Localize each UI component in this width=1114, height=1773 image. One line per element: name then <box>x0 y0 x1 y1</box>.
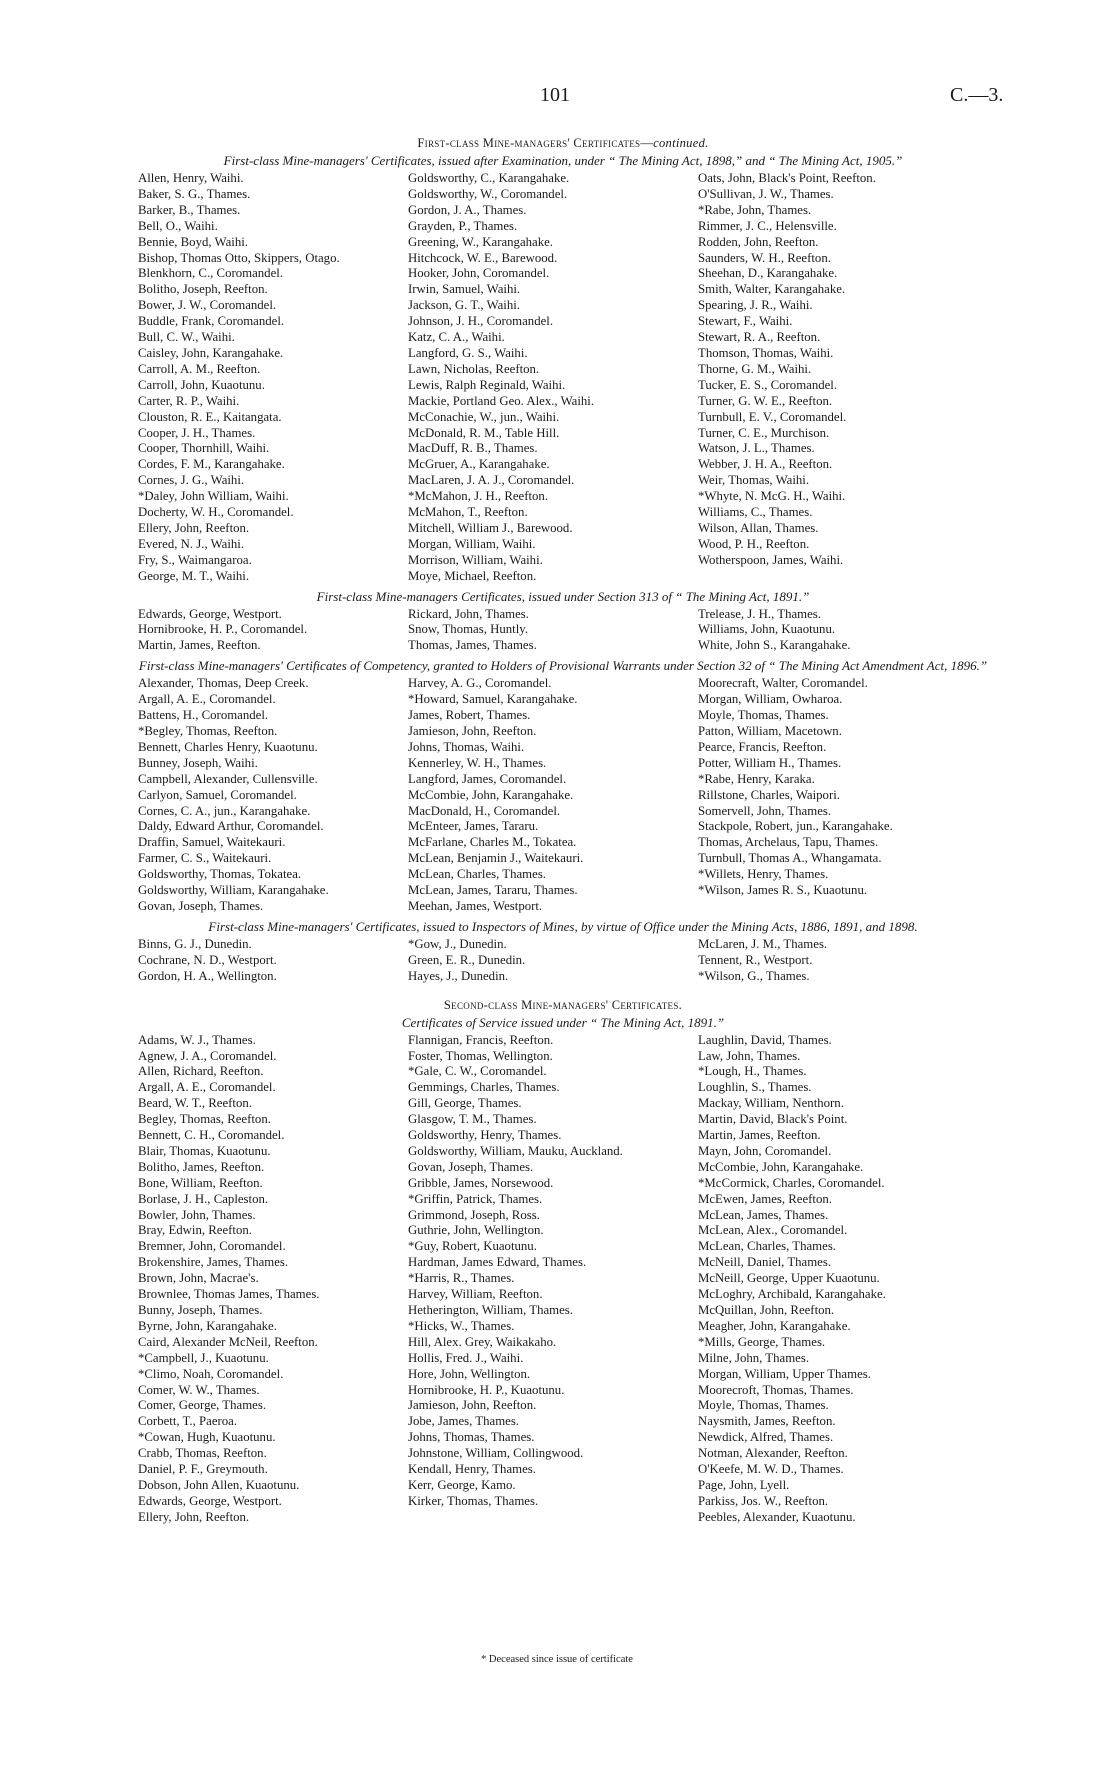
list-item: *Hicks, W., Thames. <box>408 1318 515 1333</box>
list-item: McLoghry, Archibald, Karangahake. <box>698 1287 886 1302</box>
list-item: White, John S., Karangahake. <box>698 638 851 653</box>
list-item: Argall, A. E., Coromandel. <box>138 1080 276 1095</box>
list-item: O'Sullivan, J. W., Thames. <box>698 186 834 201</box>
list-item: Bone, William, Reefton. <box>138 1175 263 1190</box>
list-item: McDonald, R. M., Table Hill. <box>408 425 560 440</box>
list-item: Bennett, C. H., Coromandel. <box>138 1128 285 1143</box>
list-item: *McMahon, J. H., Reefton. <box>408 489 549 504</box>
list-item: Alexander, Thomas, Deep Creek. <box>138 676 309 691</box>
list-item: Moorecraft, Walter, Coromandel. <box>698 676 868 691</box>
list-item: Hornibrooke, H. P., Kuaotunu. <box>408 1382 565 1397</box>
footnote: * Deceased since issue of certificate <box>481 1654 633 1665</box>
page-number: 101 <box>540 84 570 106</box>
list-item: Flannigan, Francis, Reefton. <box>408 1032 554 1047</box>
list-item: *Wilson, James R. S., Kuaotunu. <box>698 883 868 898</box>
list-item: Meagher, John, Karangahake. <box>698 1318 851 1333</box>
list-item: Langford, G. S., Waihi. <box>408 345 528 360</box>
section-title: First-class Mine-managers' Certificates—continued. <box>417 136 709 150</box>
list-item: Bell, O., Waihi. <box>138 218 218 233</box>
name-column <box>408 676 698 915</box>
list-item: Morgan, William, Upper Thames. <box>698 1366 871 1381</box>
list-item: Rodden, John, Reefton. <box>698 234 819 249</box>
list-item: Bunny, Joseph, Thames. <box>138 1303 263 1317</box>
list-item: McCombie, John, Karangahake. <box>698 1159 864 1174</box>
list-item: Lawn, Nicholas, Reefton. <box>408 361 540 376</box>
document-body <box>138 135 988 1530</box>
list-item: Peebles, Alexander, Kuaotunu. <box>698 1509 856 1524</box>
document-reference: C.—3. <box>950 84 1004 106</box>
list-item: Hitchcock, W. E., Barewood. <box>408 250 558 265</box>
list-item: Bolitho, James, Reefton. <box>138 1159 265 1174</box>
list-item: Hardman, James Edward, Thames. <box>408 1255 587 1270</box>
list-item: McGruer, A., Karangahake. <box>408 457 550 472</box>
name-list <box>138 676 988 915</box>
list-item: Campbell, Alexander, Cullensville. <box>138 771 318 786</box>
list-item: Cordes, F. M., Karangahake. <box>138 457 285 472</box>
list-item: Allen, Henry, Waihi. <box>138 171 244 185</box>
list-item: Pearce, Francis, Reefton. <box>698 739 827 754</box>
list-item: Somervell, John, Thames. <box>698 803 832 818</box>
list-item: Moyle, Thomas, Thames. <box>698 708 829 723</box>
name-list <box>138 171 988 585</box>
list-item: Hetherington, William, Thames. <box>408 1303 573 1317</box>
list-item: Carlyon, Samuel, Coromandel. <box>138 787 297 802</box>
list-item: Bremner, John, Coromandel. <box>138 1239 286 1254</box>
list-item: James, Robert, Thames. <box>408 708 531 723</box>
list-item: Kennerley, W. H., Thames. <box>408 755 547 770</box>
list-item: Tennent, R., Westport. <box>698 952 813 967</box>
list-item: Blair, Thomas, Kuaotunu. <box>138 1143 271 1158</box>
list-item: Ellery, John, Reefton. <box>138 520 250 535</box>
list-item: Adams, W. J., Thames. <box>138 1032 256 1047</box>
list-item: Caisley, John, Karangahake. <box>138 345 284 360</box>
list-item: Johns, Thomas, Thames. <box>408 1430 535 1445</box>
list-item: Hollis, Fred. J., Waihi. <box>408 1350 524 1365</box>
list-item: Green, E. R., Dunedin. <box>408 952 526 967</box>
list-item: Bishop, Thomas Otto, Skippers, Otago. <box>138 250 340 265</box>
list-item: Cooper, J. H., Thames. <box>138 425 256 440</box>
list-item: Langford, James, Coromandel. <box>408 771 567 786</box>
list-item: Gill, George, Thames. <box>408 1096 522 1111</box>
list-item: Thorne, G. M., Waihi. <box>698 361 812 376</box>
list-item: McLean, Benjamin J., Waitekauri. <box>408 851 584 866</box>
list-item: McLean, James, Thames. <box>698 1207 829 1222</box>
list-item: Wood, P. H., Reefton. <box>698 536 810 551</box>
list-item: Bennie, Boyd, Waihi. <box>138 234 248 249</box>
list-item: Barker, B., Thames. <box>138 202 241 217</box>
list-item: *Rabe, John, Thames. <box>698 202 812 217</box>
name-column <box>408 607 698 655</box>
list-item: Milne, John, Thames. <box>698 1350 810 1365</box>
list-item: McConachie, W., jun., Waihi. <box>408 409 560 424</box>
name-column <box>408 1033 698 1526</box>
list-item: Gribble, James, Norsewood. <box>408 1175 554 1190</box>
list-item: Parkiss, Jos. W., Reefton. <box>698 1493 829 1508</box>
list-item: Laughlin, David, Thames. <box>698 1032 832 1047</box>
list-item: Johnson, J. H., Coromandel. <box>408 314 554 329</box>
list-item: Martin, James, Reefton. <box>698 1128 821 1143</box>
list-item: McEnteer, James, Tararu. <box>408 819 539 834</box>
list-item: Baker, S. G., Thames. <box>138 186 251 201</box>
list-item: Brokenshire, James, Thames. <box>138 1255 289 1270</box>
list-item: Byrne, John, Karangahake. <box>138 1318 277 1333</box>
list-item: McEwen, James, Reefton. <box>698 1191 832 1206</box>
list-item: Argall, A. E., Coromandel. <box>138 692 276 707</box>
list-item: Notman, Alexander, Reefton. <box>698 1446 848 1461</box>
list-item: Evered, N. J., Waihi. <box>138 536 245 551</box>
list-item: Goldsworthy, Henry, Thames. <box>408 1128 562 1143</box>
list-item: Draffin, Samuel, Waitekauri. <box>138 835 286 850</box>
list-item: Mayn, John, Coromandel. <box>698 1143 832 1158</box>
list-item: Johns, Thomas, Waihi. <box>408 739 525 754</box>
list-item: Goldsworthy, C., Karangahake. <box>408 171 570 185</box>
list-item: *Begley, Thomas, Reefton. <box>138 724 278 738</box>
list-item: Guthrie, John, Wellington. <box>408 1223 544 1238</box>
list-item: Binns, G. J., Dunedin. <box>138 936 252 951</box>
list-item: McNeill, George, Upper Kuaotunu. <box>698 1271 880 1286</box>
list-item: Katz, C. A., Waihi. <box>408 330 505 345</box>
list-item: Cooper, Thornhill, Waihi. <box>138 441 270 456</box>
name-column <box>698 171 988 585</box>
list-item: Hayes, J., Dunedin. <box>408 968 509 983</box>
list-item: *Daley, John William, Waihi. <box>138 489 289 504</box>
list-item: Weir, Thomas, Waihi. <box>698 473 810 488</box>
list-item: Crabb, Thomas, Reefton. <box>138 1446 267 1461</box>
list-item: Williams, C., Thames. <box>698 505 813 520</box>
list-item: Smith, Walter, Karangahake. <box>698 282 846 297</box>
list-item: Sheehan, D., Karangahake. <box>698 266 838 281</box>
list-item: Moyle, Thomas, Thames. <box>698 1398 829 1413</box>
name-column <box>698 1033 988 1526</box>
list-item: Cornes, J. G., Waihi. <box>138 473 245 488</box>
list-item: Jobe, James, Thames. <box>408 1414 520 1429</box>
list-item: Jackson, G. T., Waihi. <box>408 298 520 313</box>
list-item: Potter, William H., Thames. <box>698 755 842 770</box>
list-item: O'Keefe, M. W. D., Thames. <box>698 1462 844 1477</box>
list-item: Brownlee, Thomas James, Thames. <box>138 1287 320 1302</box>
list-item: Morrison, William, Waihi. <box>408 552 543 567</box>
list-item: Gemmings, Charles, Thames. <box>408 1080 560 1095</box>
list-item: Stewart, F., Waihi. <box>698 314 793 329</box>
list-item: Tucker, E. S., Coromandel. <box>698 377 838 392</box>
name-column <box>698 607 988 655</box>
list-item: McLean, James, Tararu, Thames. <box>408 883 578 898</box>
list-item: Greening, W., Karangahake. <box>408 234 553 249</box>
list-item: Foster, Thomas, Wellington. <box>408 1048 553 1063</box>
list-item: Patton, William, Macetown. <box>698 724 842 738</box>
list-item: Turnbull, Thomas A., Whangamata. <box>698 851 882 866</box>
name-column <box>138 937 408 985</box>
list-item: Gordon, J. A., Thames. <box>408 202 527 217</box>
list-item: Grayden, P., Thames. <box>408 218 518 233</box>
list-item: Edwards, George, Westport. <box>138 1493 282 1508</box>
list-item: McFarlane, Charles M., Tokatea. <box>408 835 577 850</box>
list-item: McLaren, J. M., Thames. <box>698 936 828 951</box>
list-item: McQuillan, John, Reefton. <box>698 1303 835 1317</box>
list-item: Turner, C. E., Murchison. <box>698 425 830 440</box>
name-column <box>698 937 988 985</box>
list-item: Goldsworthy, William, Mauku, Auckland. <box>408 1143 623 1158</box>
list-item: Carter, R. P., Waihi. <box>138 393 240 408</box>
list-item: Corbett, T., Paeroa. <box>138 1414 238 1429</box>
name-column <box>698 676 988 915</box>
list-item: *Gow, J., Dunedin. <box>408 936 507 951</box>
list-item: Comer, W. W., Thames. <box>138 1382 260 1397</box>
list-item: *Campbell, J., Kuaotunu. <box>138 1350 269 1365</box>
list-item: *McCormick, Charles, Coromandel. <box>698 1175 885 1190</box>
name-column <box>138 171 408 585</box>
list-item: Dobson, John Allen, Kuaotunu. <box>138 1477 300 1492</box>
list-item: Naysmith, James, Reefton. <box>698 1414 836 1429</box>
list-item: *Whyte, N. McG. H., Waihi. <box>698 489 846 504</box>
list-item: Beard, W. T., Reefton. <box>138 1096 252 1111</box>
list-item: Kirker, Thomas, Thames. <box>408 1493 539 1508</box>
list-item: Newdick, Alfred, Thames. <box>698 1430 834 1445</box>
name-column <box>138 1033 408 1526</box>
list-item: McNeill, Daniel, Thames. <box>698 1255 832 1270</box>
list-item: Daniel, P. F., Greymouth. <box>138 1462 268 1477</box>
list-item: Ellery, John, Reefton. <box>138 1509 250 1524</box>
list-item: *Howard, Samuel, Karangahake. <box>408 692 578 707</box>
list-item: *Wilson, G., Thames. <box>698 968 810 983</box>
list-item: Bennett, Charles Henry, Kuaotunu. <box>138 739 318 754</box>
list-item: Turnbull, E. V., Coromandel. <box>698 409 847 424</box>
section-title: Second-class Mine-managers' Certificates. <box>443 997 683 1012</box>
list-item: Stackpole, Robert, jun., Karangahake. <box>698 819 893 834</box>
name-column <box>138 676 408 915</box>
list-item: Battens, H., Coromandel. <box>138 708 269 723</box>
list-item: Comer, George, Thames. <box>138 1398 267 1413</box>
list-item: Allen, Richard, Reefton. <box>138 1064 264 1079</box>
list-item: Hore, John, Wellington. <box>408 1366 531 1381</box>
subsection-heading: First-class Mine-managers' Certificates, issued to Inspectors of Mines, by virtue of Office under the Mining Acts, 1886, 1891, and 1898. <box>208 918 918 934</box>
name-list <box>138 1033 988 1526</box>
list-item: Cornes, C. A., jun., Karangahake. <box>138 803 311 818</box>
list-item: Bull, C. W., Waihi. <box>138 330 235 345</box>
list-item: Law, John, Thames. <box>698 1048 801 1063</box>
list-item: George, M. T., Waihi. <box>138 568 250 583</box>
list-item: Mitchell, William J., Barewood. <box>408 520 573 535</box>
list-item: Govan, Joseph, Thames. <box>408 1159 534 1174</box>
list-item: Meehan, James, Westport. <box>408 898 543 913</box>
name-column <box>408 171 698 585</box>
list-item: Loughlin, S., Thames. <box>698 1080 812 1095</box>
list-item: Watson, J. L., Thames. <box>698 441 815 456</box>
list-item: Goldsworthy, W., Coromandel. <box>408 186 568 201</box>
list-item: *Climo, Noah, Coromandel. <box>138 1366 284 1381</box>
list-item: Rillstone, Charles, Waipori. <box>698 787 840 802</box>
list-item: Martin, James, Reefton. <box>138 638 261 653</box>
list-item: McLean, Charles, Thames. <box>408 867 546 882</box>
list-item: Jamieson, John, Reefton. <box>408 724 537 738</box>
list-item: Goldsworthy, William, Karangahake. <box>138 883 329 898</box>
list-item: *Rabe, Henry, Karaka. <box>698 771 815 786</box>
list-item: Mackay, William, Nenthorn. <box>698 1096 844 1111</box>
list-item: Borlase, J. H., Capleston. <box>138 1191 269 1206</box>
subsection-heading: First-class Mine-managers' Certificates of Competency, granted to Holders of Provisional Warrants under Section 32 of “ The Mining Act Amendment Act, 1896.” <box>138 658 988 674</box>
list-item: Irwin, Samuel, Waihi. <box>408 282 521 297</box>
list-item: Trelease, J. H., Thames. <box>698 606 821 621</box>
list-item: Agnew, J. A., Coromandel. <box>138 1048 277 1063</box>
list-item: *Guy, Robert, Kuaotunu. <box>408 1239 537 1254</box>
list-item: Brown, John, Macrae's. <box>138 1271 259 1286</box>
subsection-heading: First-class Mine-managers Certificates, issued under Section 313 of “ The Mining Act, 1891.” <box>316 588 810 604</box>
list-item: Bower, J. W., Coromandel. <box>138 298 277 313</box>
list-item: *Mills, George, Thames. <box>698 1334 826 1349</box>
name-column <box>408 937 698 985</box>
list-item: Begley, Thomas, Reefton. <box>138 1112 271 1127</box>
list-item: Glasgow, T. M., Thames. <box>408 1112 537 1127</box>
list-item: Oats, John, Black's Point, Reefton. <box>698 171 876 185</box>
list-item: Johnstone, William, Collingwood. <box>408 1446 584 1461</box>
list-item: Gordon, H. A., Wellington. <box>138 968 277 983</box>
list-item: McLean, Alex., Coromandel. <box>698 1223 848 1238</box>
list-item: Moorecroft, Thomas, Thames. <box>698 1382 854 1397</box>
list-item: Saunders, W. H., Reefton. <box>698 250 831 265</box>
list-item: Morgan, William, Waihi. <box>408 536 536 551</box>
list-item: Page, John, Lyell. <box>698 1477 790 1492</box>
list-item: Thomas, James, Thames. <box>408 638 537 653</box>
list-item: Thomson, Thomas, Waihi. <box>698 345 834 360</box>
list-item: *Cowan, Hugh, Kuaotunu. <box>138 1430 276 1445</box>
list-item: Govan, Joseph, Thames. <box>138 898 264 913</box>
list-item: Snow, Thomas, Huntly. <box>408 622 529 637</box>
list-item: Morgan, William, Owharoa. <box>698 692 843 707</box>
list-item: Rickard, John, Thames. <box>408 606 529 621</box>
subsection-heading: Certificates of Service issued under “ The Mining Act, 1891.” <box>401 1014 725 1030</box>
list-item: Carroll, A. M., Reefton. <box>138 361 261 376</box>
name-list <box>138 607 988 655</box>
list-item: Webber, J. H. A., Reefton. <box>698 457 833 472</box>
list-item: Caird, Alexander McNeil, Reefton. <box>138 1334 318 1349</box>
list-item: Clouston, R. E., Kaitangata. <box>138 409 282 424</box>
list-item: Wotherspoon, James, Waihi. <box>698 552 844 567</box>
list-item: Goldsworthy, Thomas, Tokatea. <box>138 867 302 882</box>
list-item: Kendall, Henry, Thames. <box>408 1462 536 1477</box>
list-item: Blenkhorn, C., Coromandel. <box>138 266 284 281</box>
list-item: Grimmond, Joseph, Ross. <box>408 1207 540 1222</box>
list-item: Bolitho, Joseph, Reefton. <box>138 282 268 297</box>
list-item: Bray, Edwin, Reefton. <box>138 1223 252 1238</box>
list-item: *Gale, C. W., Coromandel. <box>408 1064 547 1079</box>
list-item: MacLaren, J. A. J., Coromandel. <box>408 473 575 488</box>
list-item: Rimmer, J. C., Helensville. <box>698 218 837 233</box>
name-column <box>138 607 408 655</box>
list-item: Hornibrooke, H. P., Coromandel. <box>138 622 308 637</box>
list-item: Hill, Alex. Grey, Waikakaho. <box>408 1334 557 1349</box>
list-item: Kerr, George, Kamo. <box>408 1477 516 1492</box>
list-item: Lewis, Ralph Reginald, Waihi. <box>408 377 566 392</box>
list-item: MacDuff, R. B., Thames. <box>408 441 538 456</box>
list-item: McLean, Charles, Thames. <box>698 1239 836 1254</box>
list-item: *Lough, H., Thames. <box>698 1064 807 1079</box>
list-item: Harvey, William, Reefton. <box>408 1287 543 1302</box>
list-item: McMahon, T., Reefton. <box>408 505 528 520</box>
list-item: Fry, S., Waimangaroa. <box>138 552 252 567</box>
list-item: McCombie, John, Karangahake. <box>408 787 574 802</box>
list-item: Jamieson, John, Reefton. <box>408 1398 537 1413</box>
list-item: Carroll, John, Kuaotunu. <box>138 377 265 392</box>
list-item: Moye, Michael, Reefton. <box>408 568 537 583</box>
list-item: Mackie, Portland Geo. Alex., Waihi. <box>408 393 595 408</box>
list-item: Spearing, J. R., Waihi. <box>698 298 813 313</box>
list-item: MacDonald, H., Coromandel. <box>408 803 561 818</box>
list-item: Williams, John, Kuaotunu. <box>698 622 836 637</box>
subsection-heading: First-class Mine-managers' Certificates, issued after Examination, under “ The Mining Act, 1898,” and “ The Mining Act, 1905.” <box>223 153 903 168</box>
list-item: *Willets, Henry, Thames. <box>698 867 829 882</box>
list-item: Harvey, A. G., Coromandel. <box>408 676 552 691</box>
list-item: Bunney, Joseph, Waihi. <box>138 755 258 770</box>
list-item: *Griffin, Patrick, Thames. <box>408 1191 543 1206</box>
list-item: Daldy, Edward Arthur, Coromandel. <box>138 819 324 834</box>
list-item: Hooker, John, Coromandel. <box>408 266 550 281</box>
name-list <box>138 937 988 985</box>
list-item: Stewart, R. A., Reefton. <box>698 330 821 345</box>
list-item: Farmer, C. S., Waitekauri. <box>138 851 272 866</box>
list-item: Thomas, Archelaus, Tapu, Thames. <box>698 835 879 850</box>
list-item: Bowler, John, Thames. <box>138 1207 256 1222</box>
list-item: Docherty, W. H., Coromandel. <box>138 505 294 520</box>
list-item: Cochrane, N. D., Westport. <box>138 952 277 967</box>
list-item: Martin, David, Black's Point. <box>698 1112 848 1127</box>
list-item: Buddle, Frank, Coromandel. <box>138 314 285 329</box>
list-item: Turner, G. W. E., Reefton. <box>698 393 833 408</box>
list-item: Wilson, Allan, Thames. <box>698 520 819 535</box>
list-item: Edwards, George, Westport. <box>138 606 282 621</box>
list-item: *Harris, R., Thames. <box>408 1271 515 1286</box>
